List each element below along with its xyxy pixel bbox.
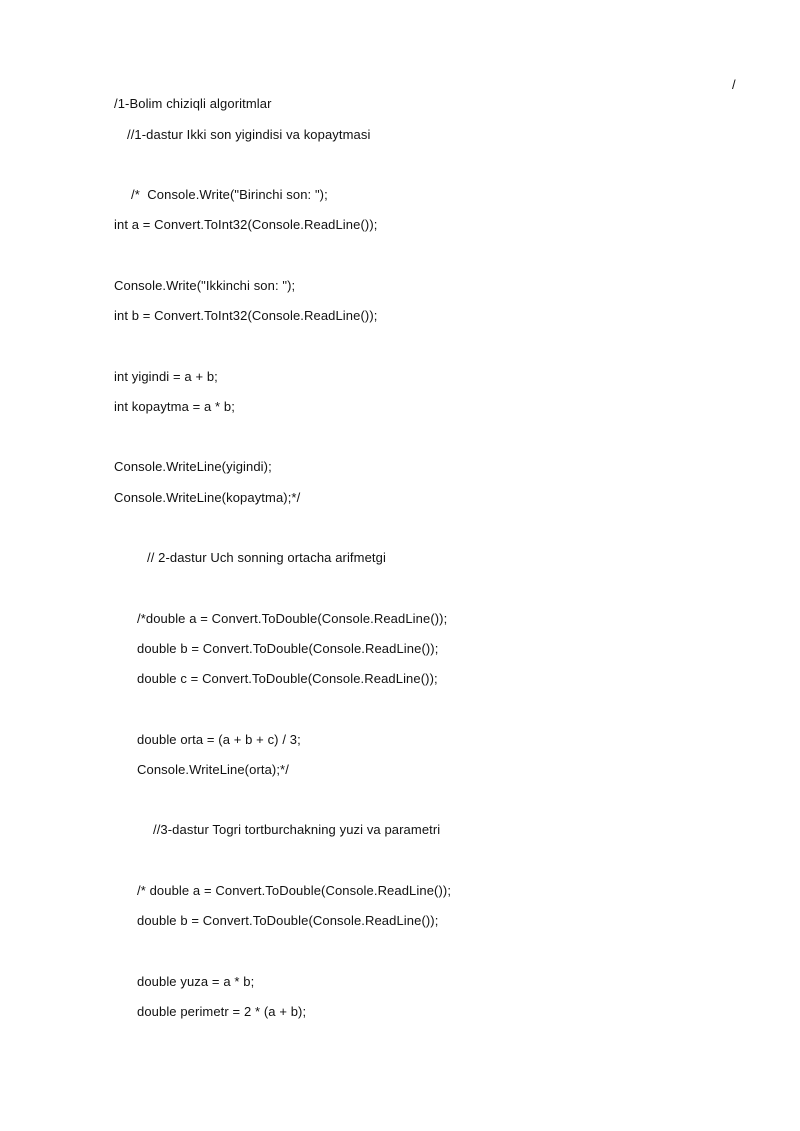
- code-line: int a = Convert.ToInt32(Console.ReadLine());: [114, 217, 378, 232]
- code-line: Console.WriteLine(kopaytma);*/: [114, 490, 301, 505]
- code-line: int yigindi = a + b;: [114, 369, 218, 384]
- code-line: int kopaytma = a * b;: [114, 399, 235, 414]
- code-line: int b = Convert.ToInt32(Console.ReadLine());: [114, 308, 378, 323]
- code-line: double b = Convert.ToDouble(Console.ReadLine());: [137, 913, 439, 928]
- code-line: double b = Convert.ToDouble(Console.ReadLine());: [137, 641, 439, 656]
- code-line: Console.Write("Ikkinchi son: ");: [114, 278, 296, 293]
- code-line: /* double a = Convert.ToDouble(Console.ReadLine());: [137, 883, 452, 898]
- code-line: Console.WriteLine(orta);*/: [137, 762, 289, 777]
- code-line: double orta = (a + b + c) / 3;: [137, 732, 301, 747]
- program-comment-1: //1-dastur Ikki son yigindisi va kopaytmasi: [127, 127, 371, 142]
- code-line: double yuza = a * b;: [137, 974, 255, 989]
- code-line: double perimetr = 2 * (a + b);: [137, 1004, 307, 1019]
- code-line: Console.WriteLine(yigindi);: [114, 459, 272, 474]
- program-comment-3: //3-dastur Togri tortburchakning yuzi va parametri: [153, 822, 441, 837]
- code-line: /* Console.Write("Birinchi son: ");: [131, 187, 328, 202]
- corner-mark: /: [732, 77, 736, 92]
- code-line: double c = Convert.ToDouble(Console.ReadLine());: [137, 671, 438, 686]
- program-comment-2: // 2-dastur Uch sonning ortacha arifmetgi: [147, 550, 386, 565]
- code-line: /*double a = Convert.ToDouble(Console.ReadLine());: [137, 611, 448, 626]
- section-heading: /1-Bolim chiziqli algoritmlar: [114, 96, 272, 111]
